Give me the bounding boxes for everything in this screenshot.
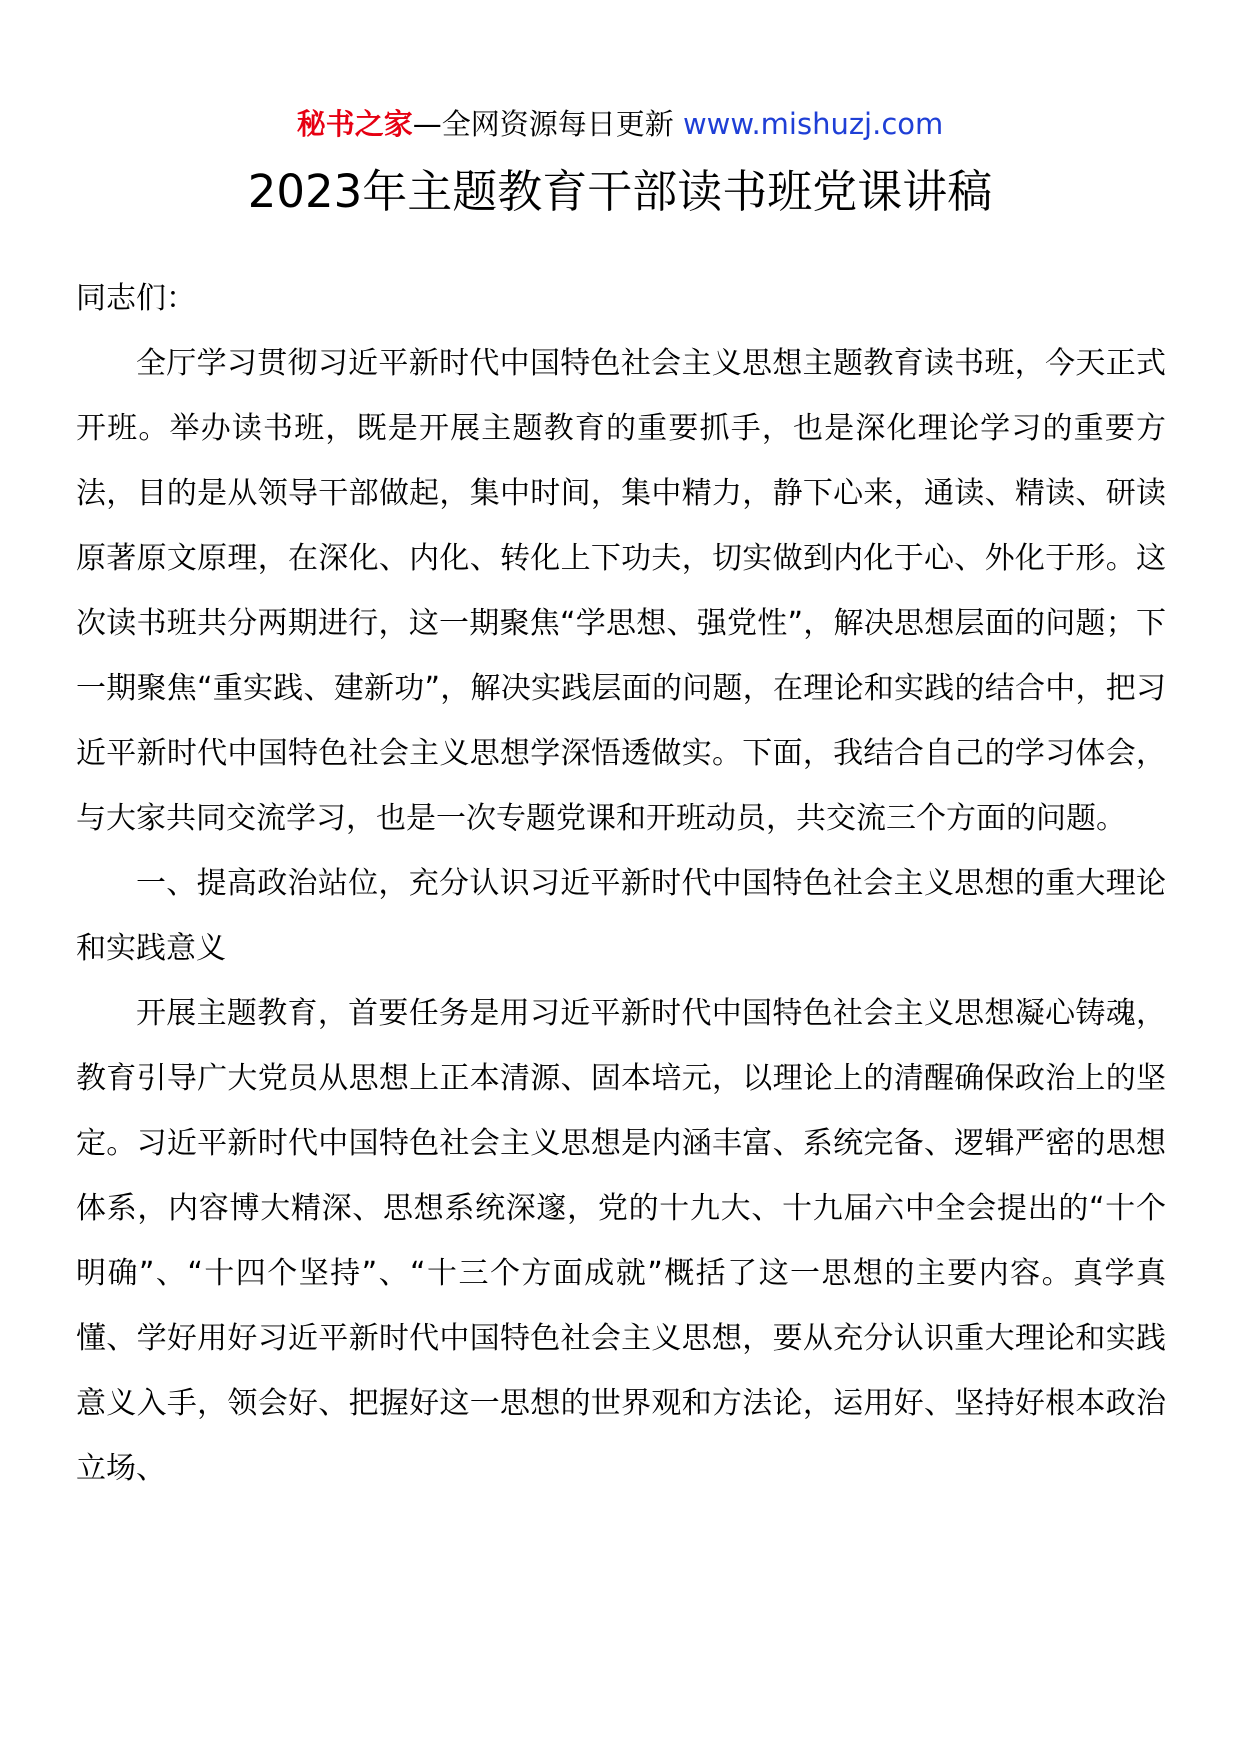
- brand-name: 秘书之家: [296, 107, 413, 141]
- section-heading-1: 一、提高政治站位，充分认识习近平新时代中国特色社会主义思想的重大理论和实践意义: [76, 866, 1166, 966]
- document-body: [76, 266, 1166, 1501]
- site-banner: [0, 104, 1240, 144]
- document-title: 2023年主题教育干部读书班党课讲稿: [247, 165, 993, 218]
- paragraph-section-1: 开展主题教育，首要任务是用习近平新时代中国特色社会主义思想凝心铸魂，教育引导广大党员从思想上正本清源、固本培元，以理论上的清醒确保政治上的坚定。习近平新时代中国特色社会主义思想是内涵丰富、系统完备、逻辑严密的思想体系，内容博大精深、思想系统深邃，党的十九大、十九届六中全会提出的“十个明确”、“十四个坚持”、“十三个方面成就”概括了这一思想的主要内容。真学真懂、学好用好习近平新时代中国特色社会主义思想，要从充分认识重大理论和实践意义入手，领会好、把握好这一思想的世界观和方法论，运用好、坚持好根本政治立场、: [76, 996, 1166, 1486]
- paragraph-intro: 全厅学习贯彻习近平新时代中国特色社会主义思想主题教育读书班，今天正式开班。举办读书班，既是开展主题教育的重要抓手，也是深化理论学习的重要方法，目的是从领导干部做起，集中时间，集中精力，静下心来，通读、精读、研读原著原文原理，在深化、内化、转化上下功夫，切实做到内化于心、外化于形。这次读书班共分两期进行，这一期聚焦“学思想、强党性”，解决思想层面的问题；下一期聚焦“重实践、建新功”，解决实践层面的问题，在理论和实践的结合中，把习近平新时代中国特色社会主义思想学深悟透做实。下面，我结合自己的学习体会，与大家共同交流学习，也是一次专题党课和开班动员，共交流三个方面的问题。: [76, 346, 1166, 836]
- salutation: 同志们：: [76, 281, 196, 316]
- site-url-link[interactable]: www.mishuzj.com: [682, 107, 944, 141]
- banner-tagline: —全网资源每日更新: [412, 107, 683, 141]
